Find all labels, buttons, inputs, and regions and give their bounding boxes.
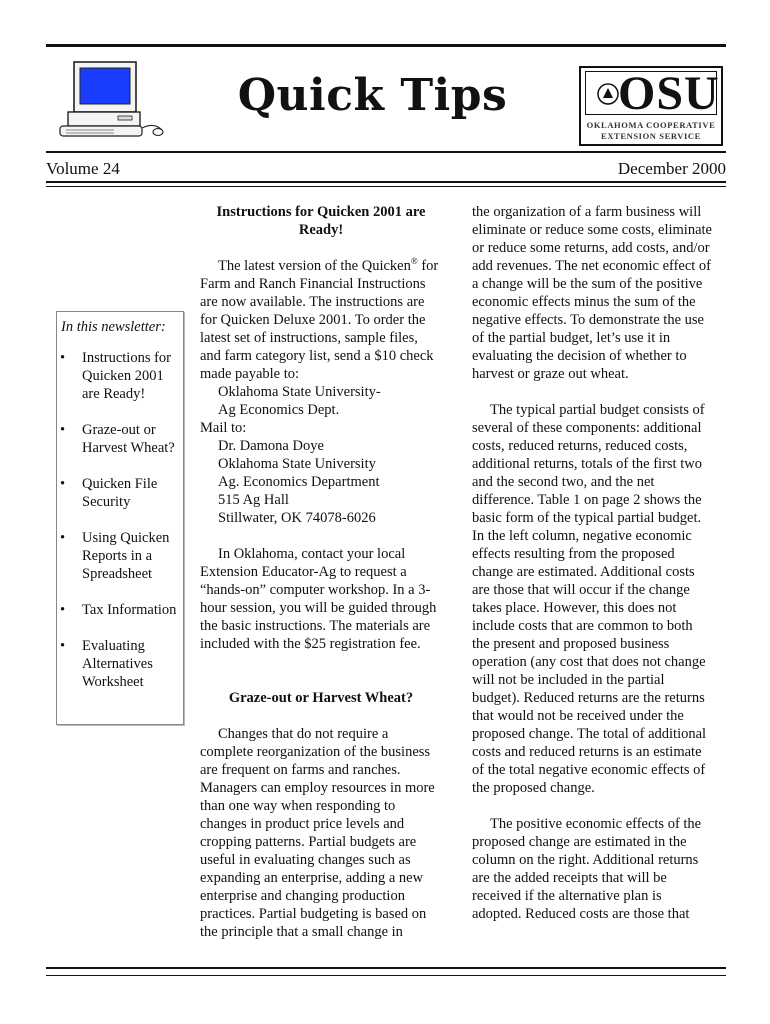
bullet: • bbox=[60, 350, 66, 366]
header-rule-thick bbox=[46, 181, 726, 183]
header-rule-thin bbox=[46, 186, 726, 187]
computer-icon bbox=[58, 60, 166, 140]
address-line: Stillwater, OK 74078-6026 bbox=[218, 510, 376, 526]
bullet: • bbox=[60, 530, 66, 546]
osu-triangle-icon bbox=[596, 81, 620, 107]
contents-item: • Using Quicken Reports in a Spreadsheet bbox=[60, 530, 170, 582]
contents-item: • Tax Information bbox=[60, 602, 177, 618]
newsletter-contents-box bbox=[56, 311, 184, 725]
footer-rule-thin bbox=[46, 975, 726, 976]
address-line: Ag. Economics Department bbox=[218, 474, 380, 490]
top-rule bbox=[46, 44, 726, 47]
masthead-rule bbox=[46, 151, 726, 153]
osu-logo-line1: OKLAHOMA COOPERATIVE bbox=[586, 120, 716, 130]
article-paragraph: The positive economic effects of the proposed change are estimated in the column on the right. Additional returns are the added receipts that will be received if the alternative plan is adopted. Reduced costs are those that bbox=[472, 816, 702, 922]
contents-list bbox=[57, 349, 180, 709]
osu-logo bbox=[579, 66, 723, 146]
osu-logo-line2: EXTENSION SERVICE bbox=[601, 131, 701, 141]
article-paragraph: In Oklahoma, contact your local Extension Educator-Ag to request a “hands-on” computer workshop. In a 3-hour session, you will be guided through the basic instructions. The materials are included with the $25 registration fee. bbox=[200, 546, 437, 652]
middle-column bbox=[200, 203, 442, 941]
article-paragraph: the organization of a farm business will eliminate or reduce some costs, eliminate or reduce some returns, add costs, and/or add revenues. The net economic effect of a change will be the sum of the positive economic effects minus the sum of the negative effects. To demonstrate the use of the partial budget, let’s use it in evaluating the decision of whether to harvest or graze out wheat. bbox=[472, 204, 712, 382]
address-line: Oklahoma State University bbox=[218, 456, 376, 472]
address-line: 515 Ag Hall bbox=[218, 492, 289, 508]
contents-item: • Instructions for Quicken 2001 are Ready! bbox=[60, 350, 171, 402]
mail-to-label: Mail to: bbox=[200, 420, 247, 436]
bullet: • bbox=[60, 422, 66, 438]
bullet: • bbox=[60, 602, 66, 618]
right-column bbox=[472, 203, 712, 923]
newsletter-title: Quick Tips bbox=[237, 70, 508, 121]
bullet: • bbox=[60, 638, 66, 654]
article-heading: Instructions for Quicken 2001 are Ready! bbox=[216, 204, 426, 238]
footer-rule-thick bbox=[46, 967, 726, 969]
bullet: • bbox=[60, 476, 66, 492]
osu-logo-box bbox=[585, 67, 720, 120]
article-heading: Graze-out or Harvest Wheat? bbox=[228, 690, 414, 706]
issue-date: December 2000 bbox=[617, 159, 726, 178]
contents-item: • Quicken File Security bbox=[60, 476, 158, 510]
contents-title: In this newsletter: bbox=[61, 319, 166, 335]
article-paragraph: Changes that do not require a complete reorganization of the business are frequent on farms and ranches. Managers can employ resources in more than one way when responding to changes in product price levels and cropping patterns. Partial budgets are useful in evaluating changes such as expanding an enterprise, adding a new enterprise and changing production practices. Partial budgeting is based on the principle that a small change in bbox=[200, 726, 435, 940]
contents-item: • Graze-out or Harvest Wheat? bbox=[60, 422, 175, 456]
article-paragraph: The latest version of the Quicken® for Farm and Ranch Financial Instructions are now available. The instructions are for Quicken Deluxe 2001. To order the latest set of instructions, sample files, and farm category list, send a $10 check made payable to: bbox=[200, 256, 439, 382]
article-paragraph: The typical partial budget consists of several of these components: additional costs, reduced returns, reduced costs, additional returns, totals of the first two and the second two, and the net difference. Table 1 on page 2 shows the basic form of the typical partial budget. In the left column, negative economic effects resulting from the proposed change are estimated. Additional costs are those that will occur if the change takes place. However, this does not include costs that are common to both the present and proposed business operation (any cost that does not change will not be included in the partial budget). Reduced returns are the returns that would not be received under the proposed change. The total of additional costs and reduced returns is an estimate of the total negative economic effects of the proposed change. bbox=[472, 402, 707, 796]
payee-line: Ag Economics Dept. bbox=[218, 402, 340, 418]
osu-letters: OSU bbox=[618, 67, 720, 120]
contents-item: • Evaluating Alternatives Worksheet bbox=[60, 638, 153, 690]
address-line: Dr. Damona Doye bbox=[218, 438, 324, 454]
registered-mark: ® bbox=[410, 256, 418, 267]
volume-label: Volume 24 bbox=[46, 159, 120, 178]
payee-line: Oklahoma State University- bbox=[218, 384, 381, 400]
